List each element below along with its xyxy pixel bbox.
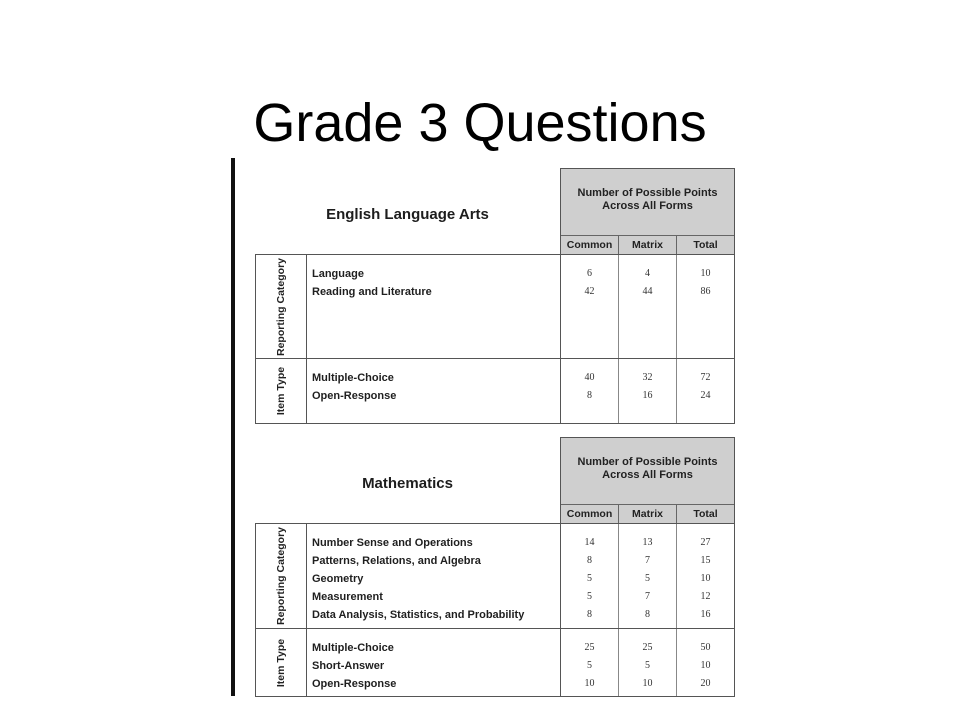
total-value: 12 (700, 591, 711, 602)
common-value: 8 (587, 609, 592, 620)
common-column (561, 255, 618, 358)
common-value: 5 (587, 573, 592, 584)
table-section (255, 359, 735, 424)
total-value: 50 (700, 642, 711, 653)
matrix-value: 44 (642, 286, 653, 297)
row-labels (307, 359, 561, 423)
section-label-cell (256, 524, 307, 628)
row-label: Measurement (312, 591, 383, 603)
column-header-total: Total (676, 505, 734, 523)
matrix-column (618, 629, 676, 696)
row-label: Reading and Literature (312, 286, 432, 298)
common-value: 5 (587, 591, 592, 602)
total-column (676, 255, 734, 358)
row-labels (307, 629, 561, 696)
row-label: Multiple-Choice (312, 642, 394, 654)
subject-title: Mathematics (362, 474, 453, 492)
matrix-column (618, 524, 676, 628)
total-column (676, 359, 734, 423)
table-header (255, 168, 735, 254)
matrix-value: 5 (645, 573, 650, 584)
section-label-cell (256, 255, 307, 358)
common-value: 5 (587, 660, 592, 671)
common-value: 8 (587, 390, 592, 401)
total-value: 10 (700, 573, 711, 584)
common-column (561, 359, 618, 423)
common-value: 8 (587, 555, 592, 566)
table-section (255, 629, 735, 697)
points-header-label: Number of Possible Points Across All Forms (577, 456, 718, 481)
table-section (255, 254, 735, 359)
matrix-value: 25 (642, 642, 653, 653)
total-value: 27 (700, 537, 711, 548)
left-vertical-rule (231, 158, 235, 696)
common-value: 25 (584, 642, 595, 653)
row-label: Patterns, Relations, and Algebra (312, 555, 481, 567)
value-columns (561, 629, 734, 696)
column-headers (561, 504, 734, 523)
section-label: Reporting Category (275, 526, 287, 626)
matrix-column (618, 255, 676, 358)
common-value: 14 (584, 537, 595, 548)
column-header-matrix: Matrix (618, 505, 676, 523)
matrix-value: 8 (645, 609, 650, 620)
matrix-value: 7 (645, 555, 650, 566)
common-column (561, 629, 618, 696)
total-value: 24 (700, 390, 711, 401)
matrix-column (618, 359, 676, 423)
matrix-value: 16 (642, 390, 653, 401)
common-column (561, 524, 618, 628)
column-header-matrix: Matrix (618, 236, 676, 254)
section-label-cell (256, 359, 307, 423)
row-label: Open-Response (312, 390, 397, 402)
math-points-table (255, 437, 735, 697)
total-value: 72 (700, 372, 711, 383)
row-labels (307, 524, 561, 628)
matrix-value: 5 (645, 660, 650, 671)
total-value: 86 (700, 286, 711, 297)
total-value: 15 (700, 555, 711, 566)
value-columns (561, 359, 734, 423)
row-label: Geometry (312, 573, 364, 585)
row-label: Data Analysis, Statistics, and Probability (312, 609, 525, 621)
total-column (676, 524, 734, 628)
matrix-value: 7 (645, 591, 650, 602)
column-header-common: Common (566, 508, 613, 520)
total-value: 20 (700, 678, 711, 689)
subject-title: English Language Arts (326, 205, 489, 223)
value-columns (561, 524, 734, 628)
section-label: Item Type (275, 366, 287, 416)
row-label: Number Sense and Operations (312, 537, 473, 549)
table-body (255, 523, 735, 697)
row-label: Multiple-Choice (312, 372, 394, 384)
common-value: 40 (584, 372, 595, 383)
row-labels (307, 255, 561, 358)
section-label: Item Type (275, 638, 287, 687)
table-section (255, 523, 735, 629)
total-column (676, 629, 734, 696)
matrix-value: 4 (645, 268, 650, 279)
row-label: Open-Response (312, 678, 397, 690)
common-value: 42 (584, 286, 595, 297)
total-value: 10 (700, 660, 711, 671)
column-headers (561, 235, 734, 254)
column-header-total: Total (676, 236, 734, 254)
value-columns (561, 255, 734, 358)
row-label: Short-Answer (312, 660, 385, 672)
table-body (255, 254, 735, 424)
row-label: Language (312, 268, 364, 280)
matrix-value: 10 (642, 678, 653, 689)
total-value: 16 (700, 609, 711, 620)
matrix-value: 32 (642, 372, 653, 383)
common-value: 10 (584, 678, 595, 689)
column-header-common: Common (566, 239, 613, 251)
slide-title: Grade 3 Questions (253, 93, 707, 153)
ela-points-table (255, 168, 735, 424)
points-header-box (560, 168, 735, 254)
table-header (255, 437, 735, 523)
section-label-cell (256, 629, 307, 696)
section-label: Reporting Category (275, 257, 287, 356)
common-value: 6 (587, 268, 592, 279)
matrix-value: 13 (642, 537, 653, 548)
total-value: 10 (700, 268, 711, 279)
points-header-label: Number of Possible Points Across All Forms (577, 187, 718, 212)
points-header-box (560, 437, 735, 523)
